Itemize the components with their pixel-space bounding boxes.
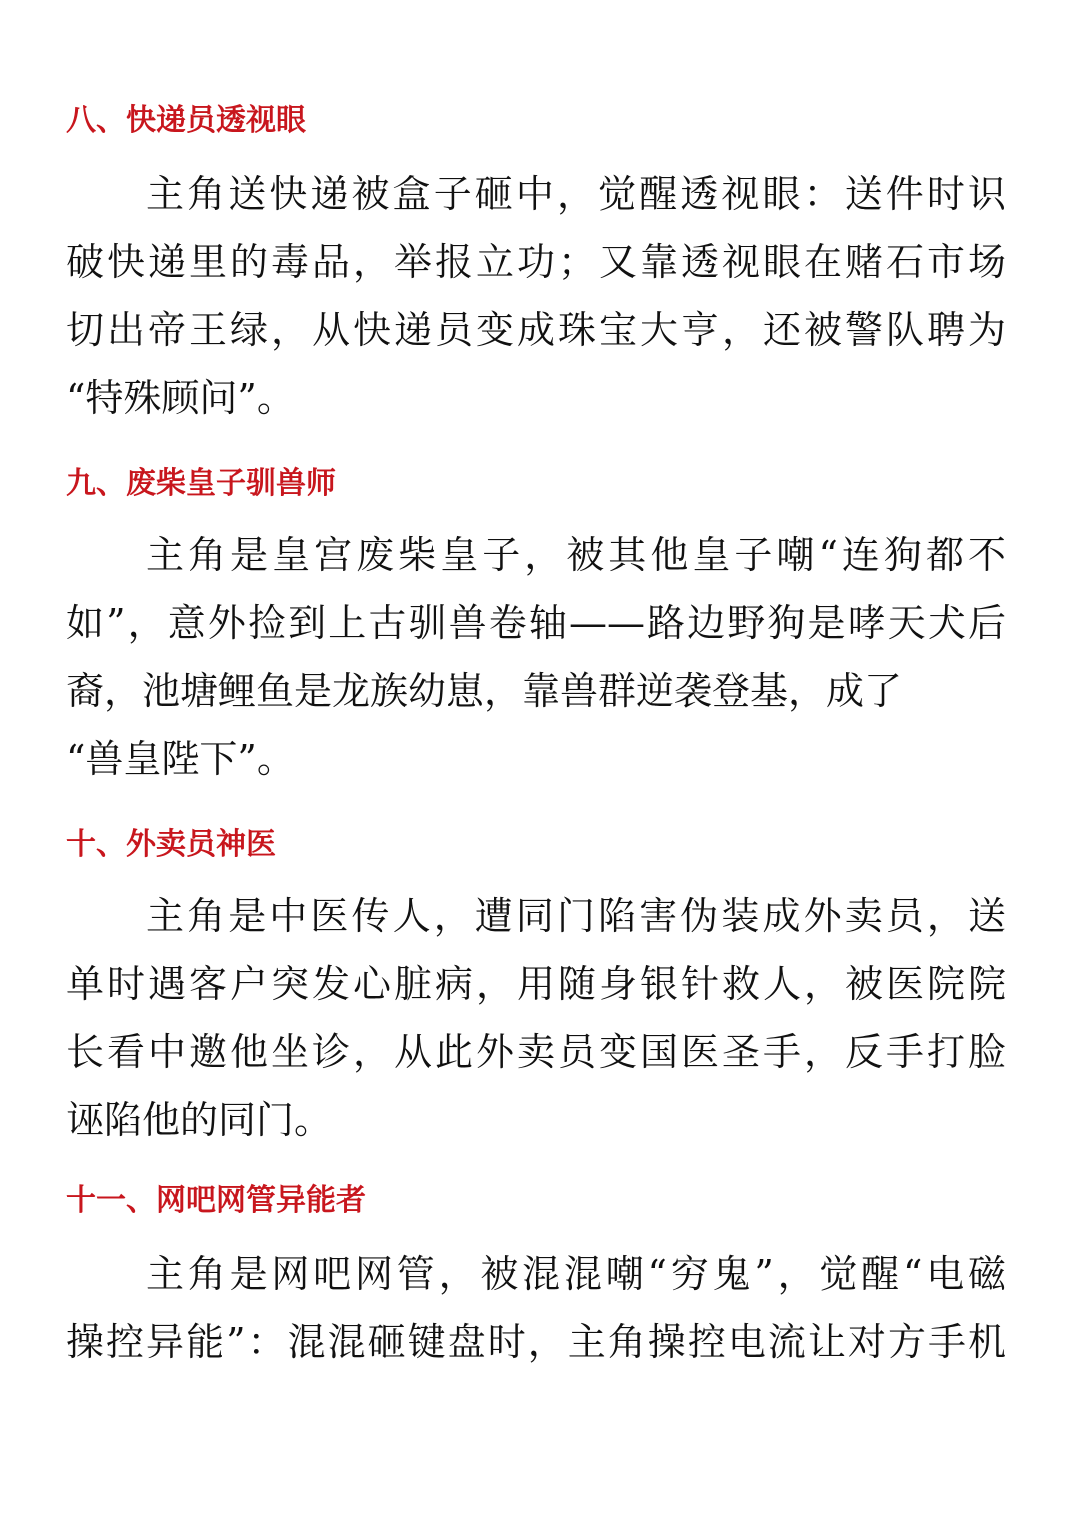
paragraph-line: “兽皇陛下”。 [66,737,295,781]
paragraph-line: 切出帝王绿，从快递员变成珠宝大亨，还被警队聘为 [66,308,1006,352]
section-paragraph-11 [66,1240,1006,1376]
paragraph-line: 长看中邀他坐诊，从此外卖员变国医圣手，反手打脸 [66,1030,1006,1074]
paragraph-line: 主角是中医传人，遭同门陷害伪装成外卖员，送 [146,894,1006,938]
paragraph-line: “特殊顾问”。 [66,376,295,420]
section-paragraph-9 [66,521,1006,793]
paragraph-line: 破快递里的毒品，举报立功；又靠透视眼在赌石市场 [66,240,1006,284]
paragraph-line: 如”，意外捡到上古驯兽卷轴——路边野狗是哮天犬后 [66,601,1006,645]
section-paragraph-10 [66,882,1006,1154]
section-heading-8: 八、快递员透视眼 [66,103,306,138]
paragraph-line: 主角送快递被盒子砸中，觉醒透视眼：送件时识 [146,172,1006,216]
section-paragraph-8 [66,160,1006,432]
section-heading-9: 九、废柴皇子驯兽师 [66,466,336,501]
section-heading-10: 十、外卖员神医 [66,827,276,862]
paragraph-line: 主角是皇宫废柴皇子，被其他皇子嘲“连狗都不 [146,533,1006,577]
section-heading-11: 十一、网吧网管异能者 [66,1183,366,1218]
paragraph-line: 诬陷他的同门。 [66,1098,333,1142]
paragraph-line: 操控异能”：混混砸键盘时，主角操控电流让对方手机 [66,1320,1006,1364]
paragraph-line: 单时遇客户突发心脏病，用随身银针救人，被医院院 [66,962,1006,1006]
paragraph-line: 裔，池塘鲤鱼是龙族幼崽，靠兽群逆袭登基，成了 [66,669,903,713]
paragraph-line: 主角是网吧网管，被混混嘲“穷鬼”，觉醒“电磁 [146,1252,1006,1296]
